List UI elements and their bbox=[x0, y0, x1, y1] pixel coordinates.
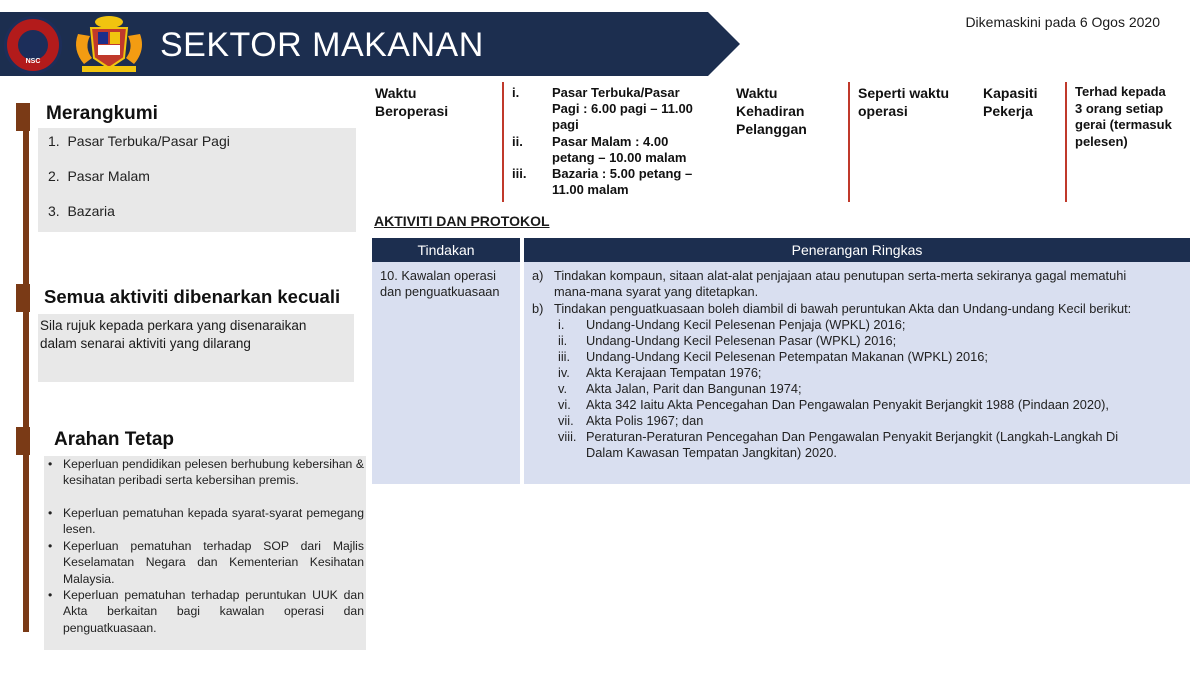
law-item-num: iv. bbox=[558, 365, 570, 380]
law-item-text: Peraturan-Peraturan Pencegahan Dan Pengawalan Penyakit Berjangkit (Langkah-Langkah Di bbox=[586, 429, 1119, 444]
capacity-value bbox=[1075, 84, 1172, 150]
law-item bbox=[558, 333, 1178, 349]
timeline-marker-standing bbox=[16, 427, 30, 455]
standing-item-text: Keperluan pematuhan terhadap SOP dari Majlis Keselamatan Negara dan Kementerian Kesihatan Malaysia. bbox=[63, 539, 364, 586]
hours-item-num: iii. bbox=[512, 166, 527, 181]
hours-line: pagi bbox=[552, 117, 579, 132]
standing-item bbox=[48, 587, 364, 636]
nsc-logo-emblem bbox=[18, 30, 48, 60]
point-line: Tindakan penguatkuasaan boleh diambil di bawah peruntukan Akta dan Undang-undang Kecil berikut: bbox=[554, 301, 1132, 316]
hours-line: 11.00 malam bbox=[552, 182, 629, 197]
hours-line: Pagi : 6.00 pagi – 11.00 bbox=[552, 101, 693, 116]
hours-item-num: ii. bbox=[512, 134, 523, 149]
attendance-label-line: Pelanggan bbox=[736, 121, 807, 137]
allowed-text-line: dalam senarai aktiviti yang dilarang bbox=[40, 336, 251, 351]
allowed-heading: Semua aktiviti dibenarkan kecuali bbox=[44, 286, 341, 307]
allowed-text-line: Sila rujuk kepada perkara yang disenaraikan bbox=[40, 318, 307, 333]
hours-label bbox=[375, 84, 448, 120]
bullet-icon: • bbox=[48, 506, 53, 520]
bullet-icon: • bbox=[48, 539, 53, 553]
protocol-heading: AKTIVITI DAN PROTOKOL bbox=[374, 213, 550, 229]
law-item-text: Undang-Undang Kecil Pelesenan Penjaja (WPKL) 2016; bbox=[586, 317, 906, 332]
action-line: 10. Kawalan operasi bbox=[380, 268, 496, 283]
point-line: mana-mana syarat yang ditetapkan. bbox=[554, 284, 759, 299]
standing-item bbox=[48, 505, 364, 538]
updated-date: Dikemaskini pada 6 Ogos 2020 bbox=[965, 14, 1160, 30]
law-item bbox=[558, 317, 1178, 333]
divider-rule bbox=[848, 82, 850, 202]
law-item-text: Akta 342 Iaitu Akta Pencegahan Dan Pengawalan Penyakit Berjangkit 1988 (Pindaan 2020), bbox=[586, 397, 1109, 412]
capacity-value-line: pelesen) bbox=[1075, 133, 1128, 149]
law-item-text: Undang-Undang Kecil Pelesenan Pasar (WPKL) 2016; bbox=[586, 333, 897, 348]
summary-item: 3. Bazaria bbox=[48, 203, 115, 219]
law-item bbox=[558, 429, 1178, 461]
title-banner bbox=[0, 12, 740, 76]
summary-item-label: Pasar Malam bbox=[67, 168, 150, 184]
nsc-logo-text: NSC bbox=[25, 58, 41, 65]
law-item bbox=[558, 349, 1178, 365]
hours-line: Bazaria : 5.00 petang – bbox=[552, 166, 693, 181]
law-item-text: Dalam Kawasan Tempatan Jangkitan) 2020. bbox=[586, 445, 837, 460]
standing-heading: Arahan Tetap bbox=[54, 429, 175, 450]
capacity-value-line: gerai (termasuk bbox=[1075, 117, 1172, 132]
protocol-point bbox=[532, 301, 1182, 317]
law-item-text: Akta Polis 1967; dan bbox=[586, 413, 704, 428]
hours-line: petang – 10.00 malam bbox=[552, 150, 687, 165]
standing-item-text: Keperluan pendidikan pelesen berhubung kebersihan & kesihatan peribadi serta kebersihan premis. bbox=[63, 457, 364, 488]
summary-item-label: Bazaria bbox=[67, 203, 115, 219]
divider-rule bbox=[1065, 82, 1067, 202]
law-item-text: Undang-Undang Kecil Pelesenan Petempatan Makanan (WPKL) 2016; bbox=[586, 349, 988, 364]
law-item bbox=[558, 381, 1178, 397]
hours-line: Pasar Terbuka/Pasar bbox=[552, 85, 680, 100]
attendance-value bbox=[858, 84, 949, 120]
attendance-label-line: Waktu bbox=[736, 85, 778, 101]
attendance-label bbox=[736, 84, 807, 138]
capacity-value-line: 3 orang setiap bbox=[1075, 100, 1164, 116]
divider-rule bbox=[502, 82, 504, 202]
hours-item-text bbox=[552, 85, 693, 133]
action-text bbox=[380, 268, 500, 300]
law-item-num: vi. bbox=[558, 397, 571, 412]
law-item bbox=[558, 365, 1178, 381]
summary-heading: Merangkumi bbox=[46, 103, 158, 124]
timeline-marker-summary bbox=[16, 103, 30, 131]
action-line: dan penguatkuasaan bbox=[380, 284, 500, 299]
summary-item-label: Pasar Terbuka/Pasar Pagi bbox=[67, 133, 230, 149]
law-item-num: vii. bbox=[558, 413, 574, 428]
law-item-num: v. bbox=[558, 381, 568, 396]
capacity-label bbox=[983, 84, 1037, 120]
bullet-icon: • bbox=[48, 457, 53, 471]
capacity-value-line: Terhad kepada bbox=[1075, 84, 1166, 99]
law-item-num: i. bbox=[558, 317, 565, 332]
law-item-num: iii. bbox=[558, 349, 571, 364]
law-item bbox=[558, 397, 1178, 413]
standing-item-text: Keperluan pematuhan terhadap peruntukan UUK dan Akta berkaitan bagi kawalan operasi dan penguatkuasaan. bbox=[63, 588, 364, 635]
coat-of-arms-logo bbox=[70, 14, 148, 74]
law-item bbox=[558, 413, 1178, 429]
column-header-action: Tindakan bbox=[372, 238, 520, 262]
coat-of-arms-icon bbox=[70, 14, 148, 74]
hours-label-line: Beroperasi bbox=[375, 103, 449, 119]
summary-item: 1. Pasar Terbuka/Pasar Pagi bbox=[48, 133, 230, 149]
bullet-icon: • bbox=[48, 588, 53, 602]
timeline-bar bbox=[23, 108, 29, 632]
standing-item bbox=[48, 456, 364, 489]
attendance-label-line: Kehadiran bbox=[736, 103, 805, 119]
standing-item-text: Keperluan pematuhan kepada syarat-syarat pemegang lesen. bbox=[63, 506, 364, 537]
law-item-text: Akta Jalan, Parit dan Bangunan 1974; bbox=[586, 381, 802, 396]
law-item-num: viii. bbox=[558, 429, 577, 444]
protocol-point bbox=[532, 268, 1182, 300]
hours-line: Pasar Malam : 4.00 bbox=[552, 134, 669, 149]
summary-item: 2. Pasar Malam bbox=[48, 168, 150, 184]
page-title: SEKTOR MAKANAN bbox=[160, 26, 484, 64]
attendance-value-line: Seperti waktu bbox=[858, 85, 950, 101]
law-item-text: Akta Kerajaan Tempatan 1976; bbox=[586, 365, 762, 380]
law-list bbox=[558, 317, 1178, 461]
attendance-value-line: operasi bbox=[858, 103, 908, 119]
column-header-description: Penerangan Ringkas bbox=[524, 238, 1190, 262]
nsc-logo bbox=[4, 16, 62, 74]
hours-item-text bbox=[552, 166, 692, 198]
timeline-marker-allowed bbox=[16, 284, 30, 312]
point-label: a) bbox=[532, 268, 544, 283]
point-label: b) bbox=[532, 301, 544, 316]
hours-item-num: i. bbox=[512, 85, 520, 100]
protocol-table bbox=[372, 238, 1190, 484]
capacity-label-line: Pekerja bbox=[983, 103, 1033, 119]
capacity-label-line: Kapasiti bbox=[983, 85, 1038, 101]
law-item-num: ii. bbox=[558, 333, 568, 348]
hours-item-text bbox=[552, 134, 686, 166]
standing-item bbox=[48, 538, 364, 587]
hours-label-line: Waktu bbox=[375, 85, 417, 101]
point-line: Tindakan kompaun, sitaan alat-alat penjajaan atau penutupan serta-merta sekiranya gagal mematuhi bbox=[554, 268, 1127, 283]
